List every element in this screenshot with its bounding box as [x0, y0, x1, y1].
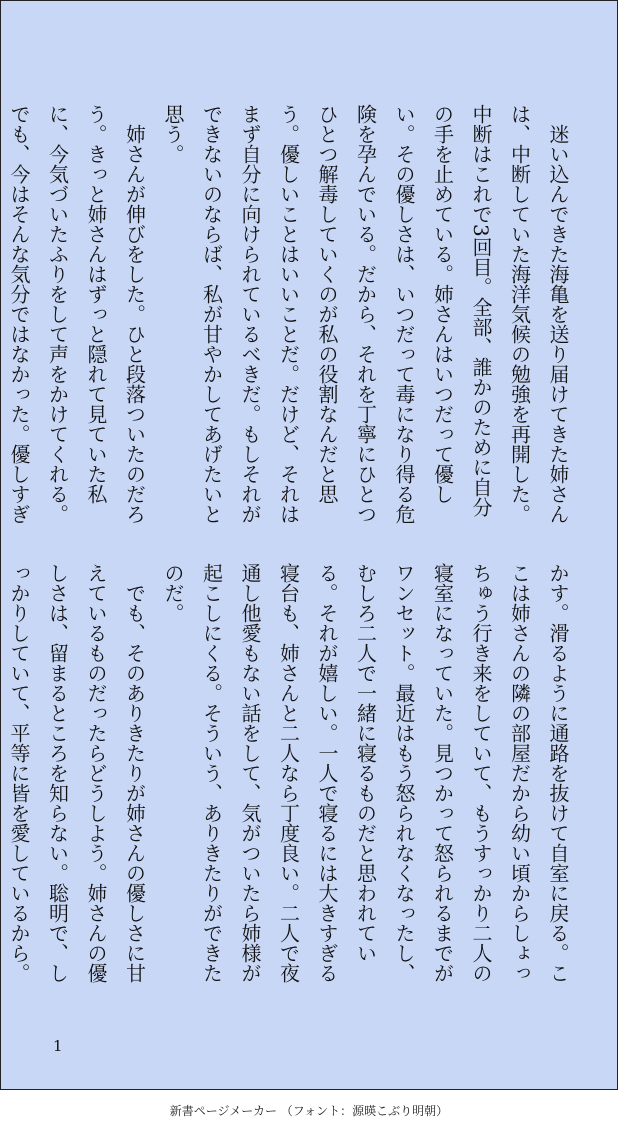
page-number: 1	[53, 1037, 63, 1055]
paragraph: かす。滑るように通路を抜けて自室に戻る。ここは姉さんの隣の部屋だから幼い頃からしょっちゅう行き来をしていて、もうすっかり二人の寝室になっていた。見つかって怒られるまでがワンセット。最近はもう怒られなくなったし、むしろ二人で一緒に寝るものだと思われている。それが嬉しい。一人で寝るには大きすぎる寝台も、姉さんと二人なら丁度良い。二人で夜通し他愛もない話をして、気がついたら姉様が起こしにくる。そういう、ありきたりができたのだ。	[161, 563, 570, 983]
text-block-top	[7, 104, 577, 524]
text-block-bottom	[7, 563, 577, 983]
paragraph: 姉さんが伸びをした。ひと段落ついたのだろう。きっと姉さんはずっと隠れて見ていた私に、今気づいたふりをして声をかけてくれる。でも、今はそんな気分ではなかった。優しすぎ	[7, 104, 147, 524]
paragraph: でも、そのありきたりが姉さんの優しさに甘えているものだったらどうしよう。姉さんの優しさは、留まるところを知らない。聡明で、しっかりしていて、平等に皆を愛しているから。	[7, 563, 147, 983]
footer-caption: 新書ページメーカー （フォント：源暎こぶり明朝）	[169, 1104, 449, 1118]
paragraph: 迷い込んできた海亀を送り届けてきた姉さんは、中断していた海洋気候の勉強を再開した。中断はこれで3回目。全部、誰かのために自分の手を止めている。姉さんはいつだって優しい。その優しさは、いつだって毒になり得る危険を孕んでいる。だから、それを丁寧にひとつひとつ解毒していくのが私の役割なんだと思う。優しいことはいいことだ。だけど、それはまず自分に向けられているべきだ。もしそれができないのならば、私が甘やかしてあげたいと思う。	[161, 104, 570, 524]
